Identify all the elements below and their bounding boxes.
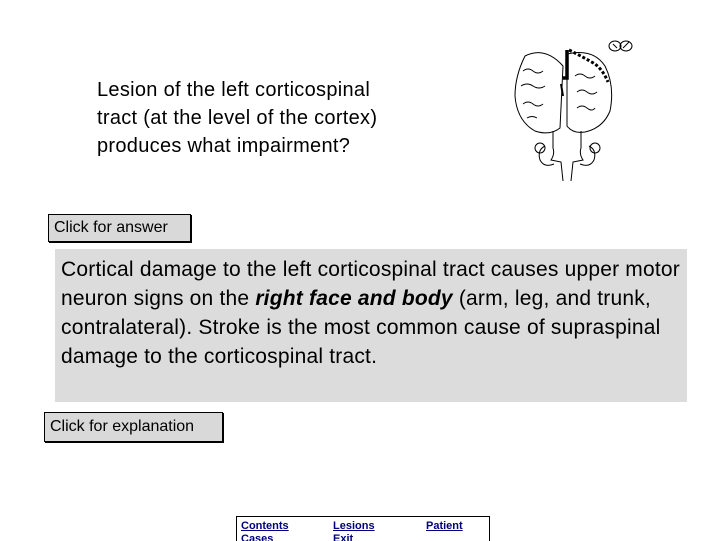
question-line: tract (at the level of the cortex): [97, 107, 378, 129]
answer-text-part1: Cortical damage to the left corticospinal tract causes upper motor neuron signs on the: [61, 258, 680, 310]
explanation-button[interactable]: Click for explanation: [44, 412, 223, 442]
answer-panel: [55, 249, 687, 402]
corticospinal-tract-diagram-icon: [505, 36, 640, 181]
answer-text: [61, 255, 685, 371]
question-text: [97, 76, 477, 160]
nav-lesions-link[interactable]: Lesions: [333, 520, 375, 532]
answer-emphasis: right face and body: [255, 287, 453, 310]
nav-contents-link[interactable]: Contents: [241, 520, 289, 532]
nav-cases-link[interactable]: Cases: [241, 533, 274, 541]
answer-button[interactable]: Click for answer: [48, 214, 191, 242]
question-line: Lesion of the left corticospinal: [97, 79, 371, 101]
question-line: produces what impairment?: [97, 135, 351, 157]
nav-exit-link[interactable]: Exit: [333, 533, 354, 541]
navigation-bar: [236, 516, 490, 541]
answer-text-part2: (arm, leg, and trunk, contralateral). Stroke is the most common cause of supraspinal damage to the corticospinal tract.: [61, 287, 661, 368]
nav-patient-link[interactable]: Patient: [426, 520, 463, 532]
